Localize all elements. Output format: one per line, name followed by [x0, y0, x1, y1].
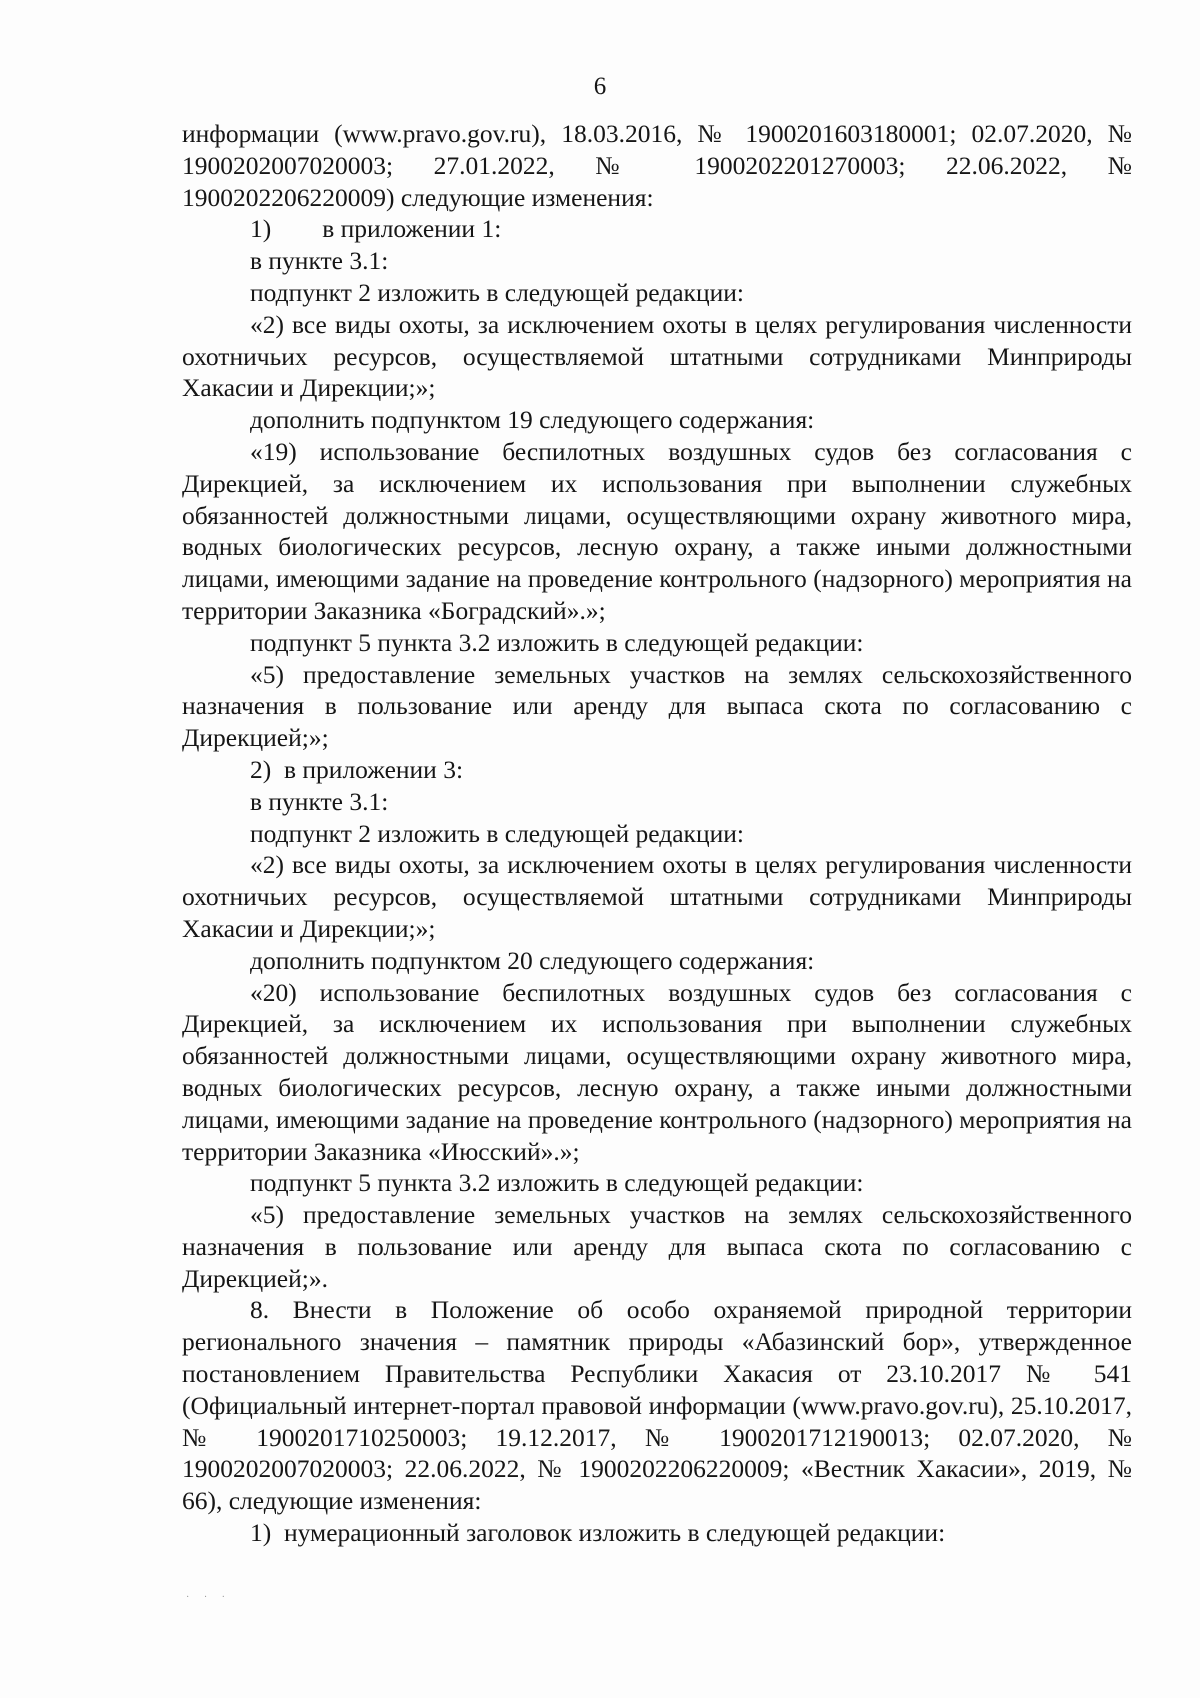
paragraph-add-subclause-19: дополнить подпунктом 19 следующего содержания: — [250, 405, 815, 435]
paragraph-subclause-5-edit: подпункт 5 пункта 3.2 изложить в следующей редакции: — [250, 627, 864, 657]
paragraph-subclause-2-edit: подпункт 2 изложить в следующей редакции: — [250, 277, 744, 307]
document-body — [182, 118, 1132, 1549]
paragraph-drones-iyussky: «20) использование беспилотных воздушных судов без согласования с Дирекцией, за исключением их использования при выполнении служебных обязанностей должностными лицами, осуществляющими охрану животного мира, водных биологических ресурсов, лесную охрану, а также иными должностными лицами, имеющими задание на проведение контрольного (надзорного) мероприятия на территории Заказника «Июсский».»; — [182, 977, 1132, 1166]
paragraph-clause-3-1: в пункте 3.1: — [250, 246, 389, 276]
paragraph-publication-continuation: информации (www.pravo.gov.ru), 18.03.2016, № 1900201603180001; 02.07.2020, № 1900202007020003; 27.01.2022, № 1900202201270003; 22.06.2022, № 1900202206220009) следующие изменения: — [182, 119, 1132, 212]
paragraph-hunting-ban-second: «2) все виды охоты, за исключением охоты в целях регулирования численности охотничьих ресурсов, осуществляемой штатными сотрудниками Минприроды Хакасии и Дирекции;»; — [182, 850, 1132, 943]
paragraph-numbering-heading: 1) нумерационный заголовок изложить в следующей редакции: — [250, 1518, 946, 1548]
paragraph-hunting-ban: «2) все виды охоты, за исключением охоты в целях регулирования численности охотничьих ресурсов, осуществляемой штатными сотрудниками Минприроды Хакасии и Дирекции;»; — [182, 309, 1132, 403]
paragraph-land-grazing-second: «5) предоставление земельных участков на землях сельскохозяйственного назначения в пользование или аренду для выпаса скота по согласованию с Дирекцией;». — [182, 1200, 1132, 1293]
paragraph-add-subclause-20: дополнить подпунктом 20 следующего содержания: — [250, 945, 815, 975]
paragraph-drones-bogradsky: «19) использование беспилотных воздушных судов без согласования с Дирекцией, за исключением их использования при выполнении служебных обязанностей должностными лицами, осуществляющими охрану животного мира, водных биологических ресурсов, лесную охрану, а также иными должностными лицами, имеющими задание на проведение контрольного (надзорного) мероприятия на территории Заказника «Боградский».»; — [182, 436, 1132, 625]
scan-artifact: · · · — [186, 1592, 231, 1603]
paragraph-subclause-5-edit-second: подпункт 5 пункта 3.2 изложить в следующей редакции: — [250, 1168, 864, 1198]
paragraph-clause-3-1-second: в пункте 3.1: — [250, 786, 389, 816]
page-number: 6 — [593, 73, 607, 100]
paragraph-land-grazing: «5) предоставление земельных участков на землях сельскохозяйственного назначения в пользование или аренду для выпаса скота по согласованию с Дирекцией;»; — [182, 659, 1132, 753]
paragraph-item-8-abazinsky: 8. Внести в Положение об особо охраняемой природной территории регионального значения – памятник природы «Абазинский бор», утвержденное постановлением Правительства Республики Хакасия от 23.10.2017 № 541 (Официальный интернет-портал правовой информации (www.pravo.gov.ru), 25.10.2017, № 1900201710250003; 19.12.2017, № 1900201712190013; 02.07.2020, № 1900202007020003; 22.06.2022, № 1900202206220009; «Вестник Хакасии», 2019, № 66), следующие изменения: — [182, 1295, 1132, 1516]
paragraph-item-2-appendix-3: 2) в приложении 3: — [250, 754, 464, 784]
paragraph-subclause-2-edit-second: подпункт 2 изложить в следующей редакции: — [250, 818, 744, 848]
paragraph-item-1-appendix-1: 1) в приложении 1: — [250, 214, 502, 244]
